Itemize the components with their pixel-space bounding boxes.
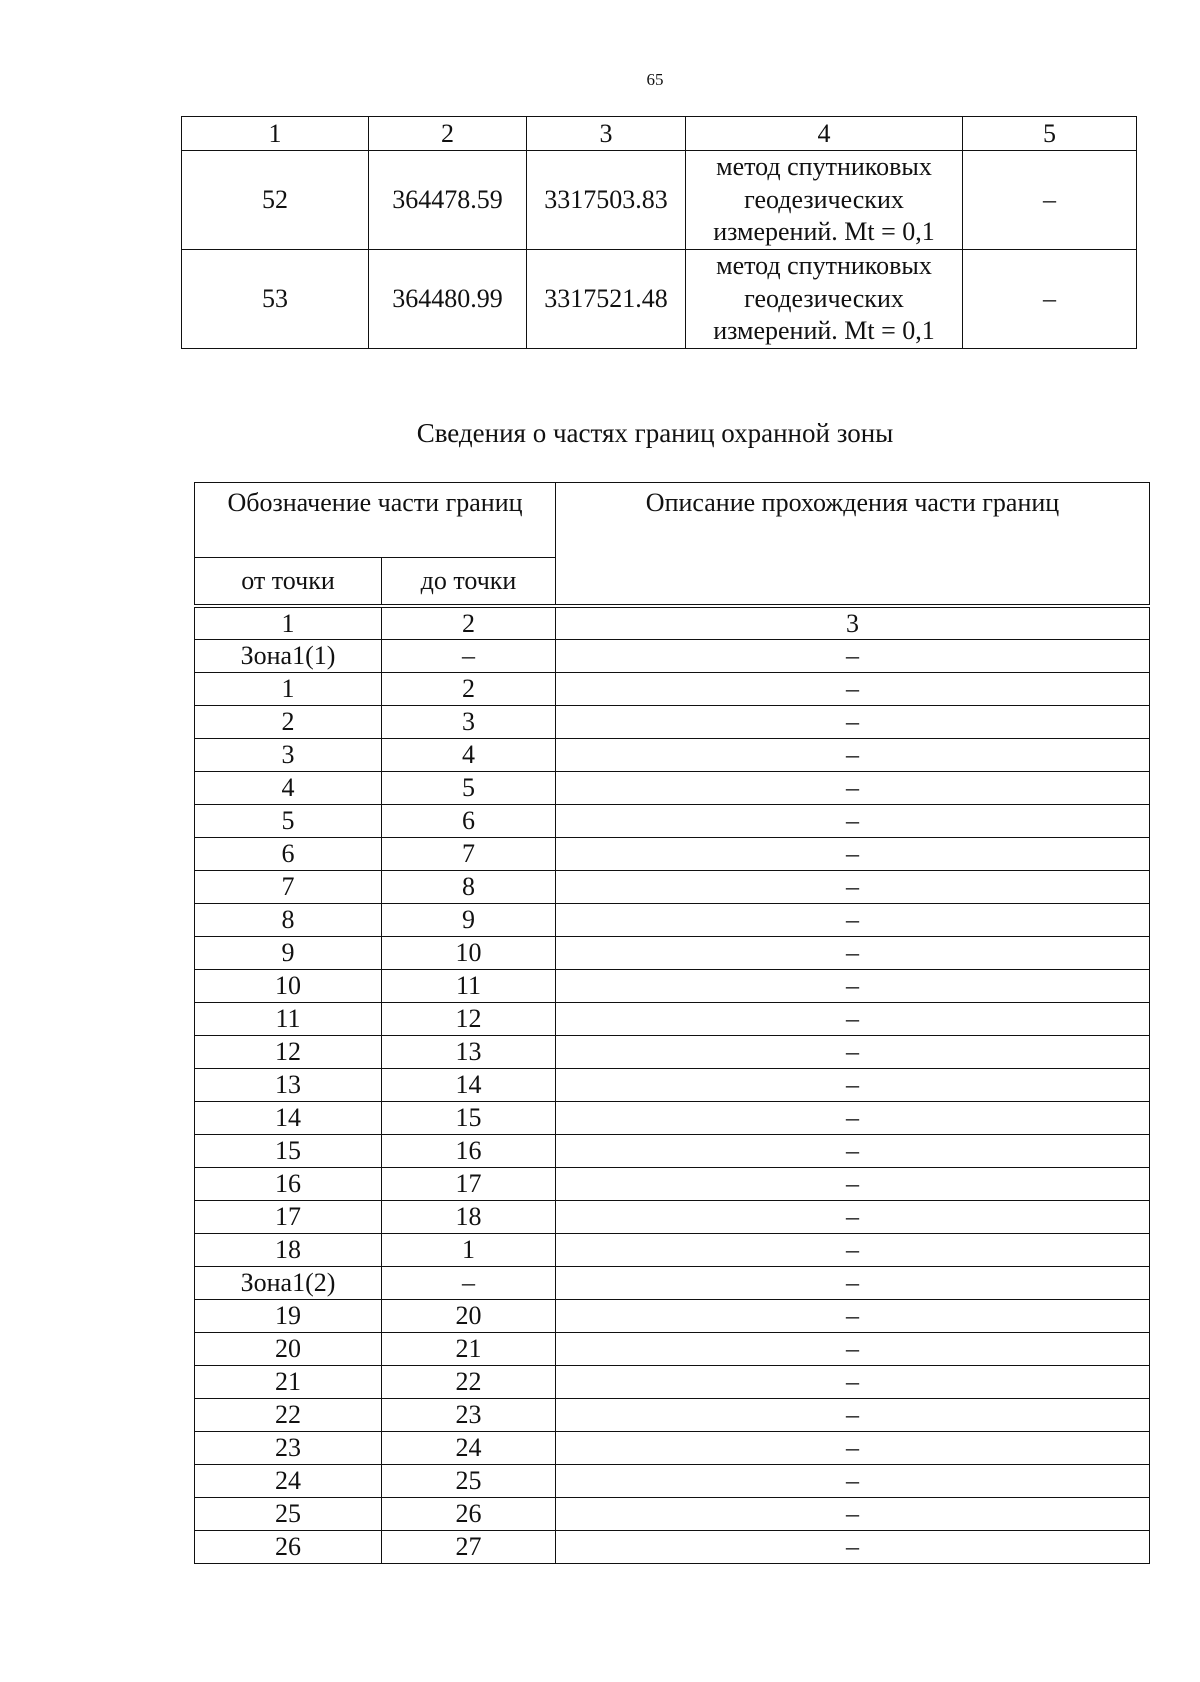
part-description: –: [556, 1036, 1150, 1069]
table-row: [195, 937, 1150, 970]
table-row: [195, 1366, 1150, 1399]
table-row: [195, 871, 1150, 904]
part-description: –: [556, 772, 1150, 805]
to-point: 11: [382, 970, 556, 1003]
to-point: 13: [382, 1036, 556, 1069]
to-point: 23: [382, 1399, 556, 1432]
table-row: [195, 772, 1150, 805]
coords-col-5: 5: [963, 117, 1137, 151]
to-point: 24: [382, 1432, 556, 1465]
parts-header-row: [195, 483, 1150, 558]
to-point-header: до точки: [382, 558, 556, 605]
to-point: 22: [382, 1366, 556, 1399]
column-number: 3: [556, 608, 1150, 640]
table-row: [195, 1267, 1150, 1300]
from-point: 9: [195, 937, 382, 970]
to-point: 6: [382, 805, 556, 838]
to-point: 5: [382, 772, 556, 805]
table-row: [195, 1333, 1150, 1366]
part-description: –: [556, 1135, 1150, 1168]
coord-y: 3317521.48: [527, 250, 686, 349]
table-row: [195, 1102, 1150, 1135]
part-description: –: [556, 1465, 1150, 1498]
column-number-row: [195, 608, 1150, 640]
to-point: 10: [382, 937, 556, 970]
part-description: –: [556, 805, 1150, 838]
from-point: 14: [195, 1102, 382, 1135]
method-description: [686, 250, 963, 349]
table-row: [195, 739, 1150, 772]
description-header: Описание прохождения части границ: [556, 483, 1150, 605]
table-row: [195, 1399, 1150, 1432]
from-point: 13: [195, 1069, 382, 1102]
from-point: 2: [195, 706, 382, 739]
table-row: [195, 706, 1150, 739]
to-point: 2: [382, 673, 556, 706]
part-description: –: [556, 1234, 1150, 1267]
table-row: [195, 1036, 1150, 1069]
to-point: 4: [382, 739, 556, 772]
coords-header-row: [182, 117, 1137, 151]
method-description: [686, 151, 963, 250]
column-number: 1: [195, 608, 382, 640]
section-title: Сведения о частях границ охранной зоны: [416, 418, 894, 448]
page-number: 65: [646, 70, 664, 89]
from-point: 12: [195, 1036, 382, 1069]
coord-y: 3317503.83: [527, 151, 686, 250]
part-description: –: [556, 1300, 1150, 1333]
to-point: 17: [382, 1168, 556, 1201]
column-number: 2: [382, 608, 556, 640]
to-point: 3: [382, 706, 556, 739]
coords-col-3: 3: [527, 117, 686, 151]
part-description: –: [556, 970, 1150, 1003]
method-line: измерений. Mt = 0,1: [713, 217, 935, 247]
table-row: [195, 1135, 1150, 1168]
from-point: Зона1(1): [195, 640, 382, 673]
part-description: –: [556, 1498, 1150, 1531]
table-row: [195, 904, 1150, 937]
part-description: –: [556, 1399, 1150, 1432]
from-point: 16: [195, 1168, 382, 1201]
from-point: 21: [195, 1366, 382, 1399]
from-point: 1: [195, 673, 382, 706]
part-description: –: [556, 937, 1150, 970]
from-point: 26: [195, 1531, 382, 1564]
table-row: [195, 1168, 1150, 1201]
to-point: 26: [382, 1498, 556, 1531]
to-point: –: [382, 640, 556, 673]
from-point: 18: [195, 1234, 382, 1267]
boundary-parts-table: [194, 482, 1150, 1564]
to-point: 7: [382, 838, 556, 871]
method-line: геодезических: [744, 184, 904, 214]
to-point: 16: [382, 1135, 556, 1168]
table-row: [195, 970, 1150, 1003]
method-line: метод спутниковых: [716, 152, 932, 182]
method-line: измерений. Mt = 0,1: [713, 316, 935, 346]
coord-x: 364478.59: [369, 151, 527, 250]
part-description: –: [556, 1432, 1150, 1465]
coordinates-table: [181, 116, 1137, 349]
to-point: 1: [382, 1234, 556, 1267]
to-point: –: [382, 1267, 556, 1300]
coords-col-4: 4: [686, 117, 963, 151]
table-row: [195, 1531, 1150, 1564]
part-description: –: [556, 739, 1150, 772]
note: –: [963, 250, 1137, 349]
coord-x: 364480.99: [369, 250, 527, 349]
part-description: –: [556, 1333, 1150, 1366]
to-point: 20: [382, 1300, 556, 1333]
from-point: 4: [195, 772, 382, 805]
to-point: 14: [382, 1069, 556, 1102]
part-description: –: [556, 1168, 1150, 1201]
from-point: 20: [195, 1333, 382, 1366]
from-point: 23: [195, 1432, 382, 1465]
part-description: –: [556, 1069, 1150, 1102]
part-description: –: [556, 1003, 1150, 1036]
from-point: 17: [195, 1201, 382, 1234]
part-description: –: [556, 1201, 1150, 1234]
method-line: метод спутниковых: [716, 251, 932, 281]
coords-col-1: 1: [182, 117, 369, 151]
from-point: 10: [195, 970, 382, 1003]
table-row: [195, 1498, 1150, 1531]
part-description: –: [556, 871, 1150, 904]
from-point: Зона1(2): [195, 1267, 382, 1300]
part-description: –: [556, 640, 1150, 673]
part-description: –: [556, 838, 1150, 871]
to-point: 21: [382, 1333, 556, 1366]
from-point-header: от точки: [195, 558, 382, 605]
from-point: 3: [195, 739, 382, 772]
table-row: [182, 250, 1137, 349]
table-row: [195, 1234, 1150, 1267]
note: –: [963, 151, 1137, 250]
from-point: 24: [195, 1465, 382, 1498]
to-point: 27: [382, 1531, 556, 1564]
to-point: 15: [382, 1102, 556, 1135]
table-row: [195, 1465, 1150, 1498]
table-row: [195, 805, 1150, 838]
table-row: [195, 1300, 1150, 1333]
from-point: 11: [195, 1003, 382, 1036]
from-point: 6: [195, 838, 382, 871]
to-point: 8: [382, 871, 556, 904]
part-description: –: [556, 904, 1150, 937]
table-row: [195, 1069, 1150, 1102]
part-description: –: [556, 706, 1150, 739]
coords-col-2: 2: [369, 117, 527, 151]
from-point: 5: [195, 805, 382, 838]
from-point: 22: [195, 1399, 382, 1432]
table-row: [195, 838, 1150, 871]
from-point: 15: [195, 1135, 382, 1168]
part-description: –: [556, 1102, 1150, 1135]
part-description: –: [556, 1267, 1150, 1300]
from-point: 7: [195, 871, 382, 904]
designation-header: Обозначение части границ: [195, 483, 556, 558]
parts-table-body: [195, 640, 1150, 1564]
table-row: [195, 640, 1150, 673]
from-point: 8: [195, 904, 382, 937]
from-point: 19: [195, 1300, 382, 1333]
part-description: –: [556, 673, 1150, 706]
to-point: 12: [382, 1003, 556, 1036]
to-point: 18: [382, 1201, 556, 1234]
table-row: [195, 673, 1150, 706]
to-point: 9: [382, 904, 556, 937]
point-number: 53: [182, 250, 369, 349]
to-point: 25: [382, 1465, 556, 1498]
from-point: 25: [195, 1498, 382, 1531]
point-number: 52: [182, 151, 369, 250]
method-line: геодезических: [744, 283, 904, 313]
table-row: [195, 1003, 1150, 1036]
table-row: [195, 1432, 1150, 1465]
table-row: [195, 1201, 1150, 1234]
part-description: –: [556, 1531, 1150, 1564]
table-row: [182, 151, 1137, 250]
part-description: –: [556, 1366, 1150, 1399]
